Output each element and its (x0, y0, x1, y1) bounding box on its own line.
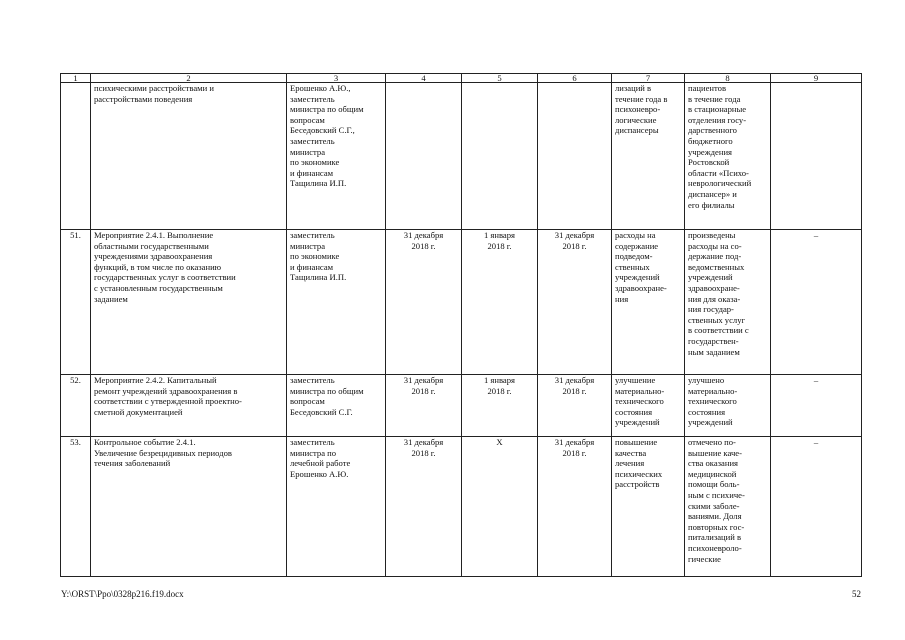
plan-end-cell (538, 83, 612, 230)
table-row (61, 375, 862, 437)
header-row (61, 74, 862, 83)
column-header: 4 (386, 74, 462, 83)
column-header: 6 (538, 74, 612, 83)
plan-begin-cell: X (462, 437, 538, 577)
events-table (60, 73, 862, 577)
column-header: 7 (612, 74, 685, 83)
responsible-cell: заместитель министра по лечебной работе Ерошенко А.Ю. (287, 437, 386, 577)
column-header: 3 (287, 74, 386, 83)
event-cell: психическими расстройствами и расстройствами поведения (91, 83, 287, 230)
column-header: 8 (685, 74, 771, 83)
page-number: 52 (852, 589, 861, 599)
actual-result-cell: улучшено материально- технического состояния учреждений (685, 375, 771, 437)
actual-result-cell: произведены расходы на со- держание под- ведомственных учреждений здравоохране- ния для оказа- ния государ- ственных услуг в соответствии с государствен- ным заданием (685, 230, 771, 375)
event-cell: Контрольное событие 2.4.1. Увеличение безрецидивных периодов течения заболеваний (91, 437, 287, 577)
expected-result-cell: улучшение материально- технического состояния учреждений (612, 375, 685, 437)
responsible-cell: заместитель министра по общим вопросам Беседовский С.Г. (287, 375, 386, 437)
plan-end-cell: 31 декабря 2018 г. (538, 437, 612, 577)
notes-cell: – (771, 375, 862, 437)
actual-result-cell: отмечено по- вышение каче- ства оказания медицинской помощи боль- ным с психиче- скими заболе- ваниями. Доля повторных гос- питализаций в психоневроло- гические (685, 437, 771, 577)
column-header: 1 (61, 74, 91, 83)
column-header: 2 (91, 74, 287, 83)
start-date-cell: 31 декабря 2018 г. (386, 437, 462, 577)
start-date-cell: 31 декабря 2018 г. (386, 375, 462, 437)
plan-begin-cell: 1 января 2018 г. (462, 375, 538, 437)
row-number: 52. (61, 375, 91, 437)
row-number: 51. (61, 230, 91, 375)
plan-end-cell: 31 декабря 2018 г. (538, 375, 612, 437)
event-cell: Мероприятие 2.4.2. Капитальный ремонт учреждений здравоохранения в соответствии с утвержденной проектно- сметной документацией (91, 375, 287, 437)
row-number: 53. (61, 437, 91, 577)
notes-cell: – (771, 230, 862, 375)
expected-result-cell: повышение качества лечения психических расстройств (612, 437, 685, 577)
table-row (61, 83, 862, 230)
responsible-cell: Ерошенко А.Ю., заместитель министра по общим вопросам Беседовский С.Г., заместитель министра по экономике и финансам Тащилина И.П. (287, 83, 386, 230)
notes-cell: – (771, 437, 862, 577)
table-row (61, 437, 862, 577)
plan-end-cell: 31 декабря 2018 г. (538, 230, 612, 375)
plan-begin-cell (462, 83, 538, 230)
table-row (61, 230, 862, 375)
actual-result-cell: пациентов в течение года в стационарные отделения госу- дарственного бюджетного учреждения Ростовской области «Психо- неврологический диспансер» и его филиалы (685, 83, 771, 230)
file-path: Y:\ORST\Ppo\0328p216.f19.docx (61, 589, 184, 599)
column-header: 9 (771, 74, 862, 83)
start-date-cell: 31 декабря 2018 г. (386, 230, 462, 375)
start-date-cell (386, 83, 462, 230)
column-header: 5 (462, 74, 538, 83)
plan-begin-cell: 1 января 2018 г. (462, 230, 538, 375)
notes-cell (771, 83, 862, 230)
expected-result-cell: лизаций в течение года в психоневро- логические диспансеры (612, 83, 685, 230)
row-number (61, 83, 91, 230)
page-footer (61, 589, 861, 600)
responsible-cell: заместитель министра по экономике и финансам Тащилина И.П. (287, 230, 386, 375)
event-cell: Мероприятие 2.4.1. Выполнение областными государственными учреждениями здравоохранения функций, в том числе по оказанию государственных услуг в соответствии с установленным государственным заданием (91, 230, 287, 375)
expected-result-cell: расходы на содержание подведом- ственных учреждений здравоохране- ния (612, 230, 685, 375)
